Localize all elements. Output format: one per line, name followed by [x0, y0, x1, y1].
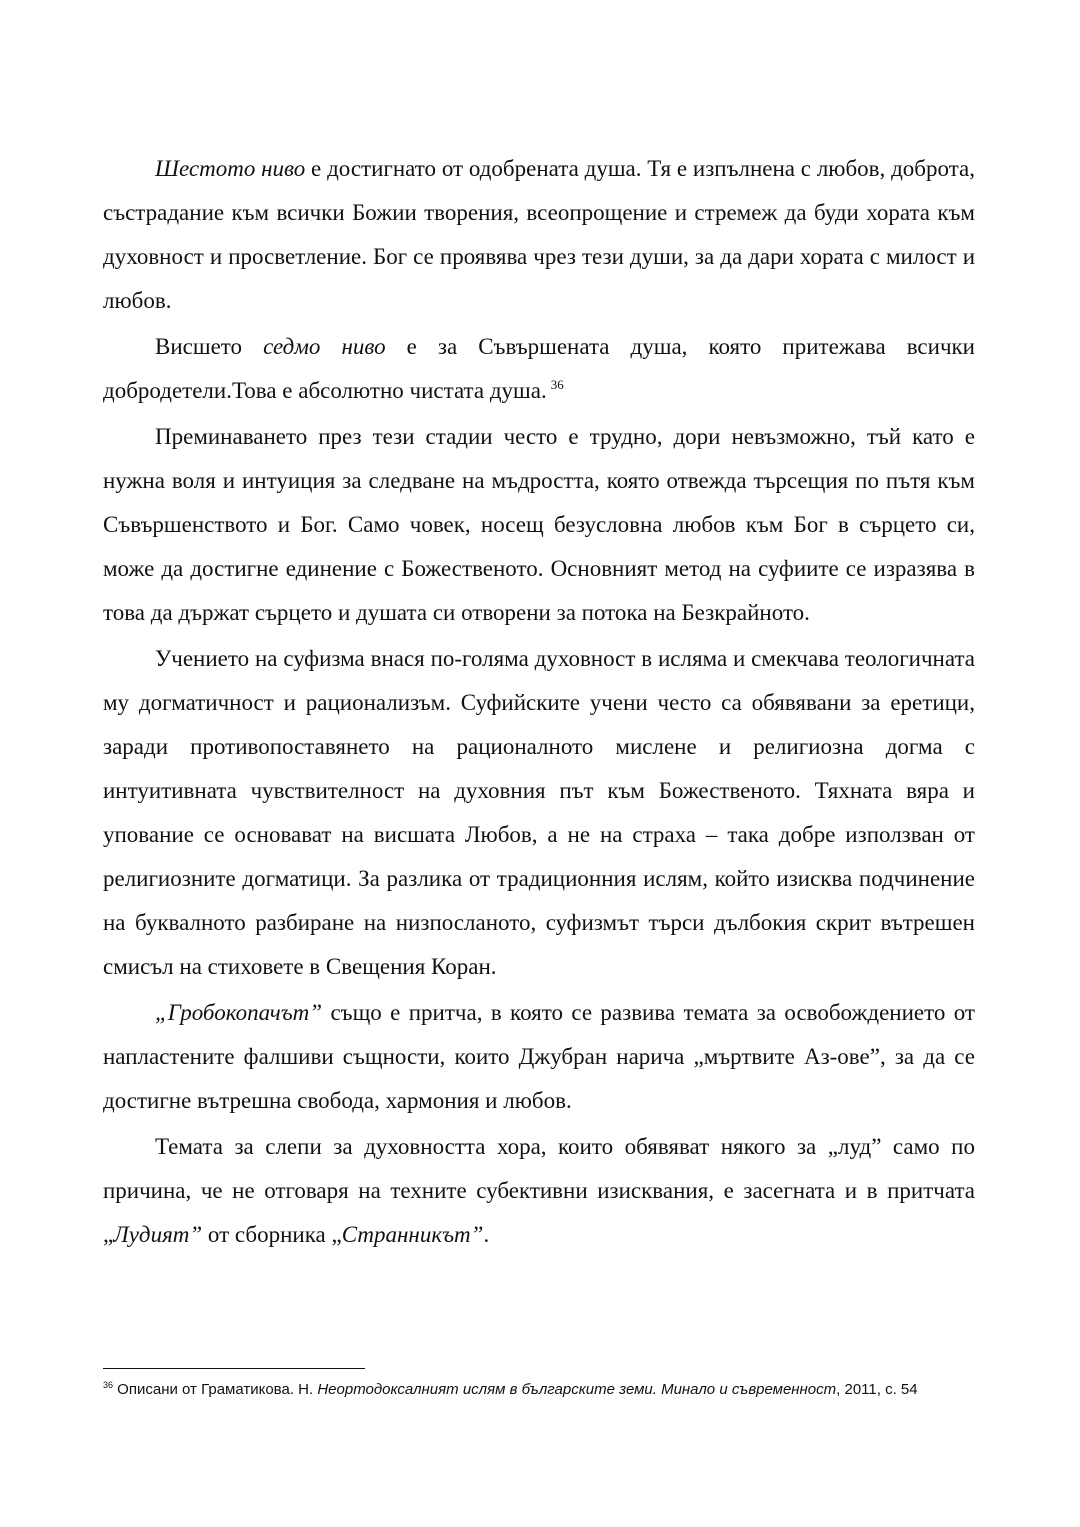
paragraph-text: Учението на суфизма внася по-голяма духовност в исляма и смекчава теологичната му догматичност и рационализъм. Суфийските учени често са обявявани за еретици, заради противопоставянето на рационалното мислене и религиозна догма с интуитивната чувствителност на духовния път към Божественото. Тяхната вяра и упование се основават на висшата Любов, а не на страха – така добре използван от религиозните догматици. За разлика от традиционния ислям, който изисква подчинение на буквалното разбиране на низпосланото, суфизмът търси дълбокия скрит вътрешен смисъл на стиховете в Свещения Коран.: [103, 646, 975, 979]
footnote-source-title: Неортодоксалният ислям в българските земи. Минало и съвременност: [317, 1381, 837, 1398]
italic-title: Лудият”: [113, 1222, 203, 1247]
italic-term: седмо ниво: [263, 334, 386, 359]
paragraph-text: .: [483, 1222, 490, 1247]
paragraph-stages: [103, 415, 975, 635]
paragraph-text: Темата за слепи за духовността хора, които обявяват някого за „луд” само по причина, че не отговаря на техните субективни изисквания, е засегната и в притчата „: [103, 1134, 975, 1247]
paragraph-text: е достигнато от одобрената душа. Тя е изпълнена с любов, доброта, състрадание към всички Божии творения, всеопрощение и стремеж да буди хората към духовност и просветление. Бог се проявява чрез тези души, за да дари хората с милост и любов.: [103, 156, 975, 313]
paragraph-text: от сборника „: [202, 1222, 342, 1247]
footnote-text: , 2011, с. 54: [836, 1381, 918, 1398]
italic-term: Шестото ниво: [155, 156, 306, 181]
italic-title: Странникът”: [341, 1222, 484, 1247]
paragraph-sufism-teaching: [103, 637, 975, 989]
paragraph-gravedigger: [103, 991, 975, 1123]
footnote: [103, 1378, 983, 1402]
paragraph-text: Преминаването през тези стадии често е трудно, дори невъзможно, тъй като е нужна воля и интуиция за следване на мъдростта, която отвежда търсещия по пътя към Съвършенството и Бог. Само човек, носещ безусловна любов към Бог в сърцето си, може да достигне единение с Божественото. Основният метод на суфиите се изразява в това да държат сърцето и душата си отворени за потока на Безкрайното.: [103, 424, 975, 625]
paragraph-madman: [103, 1125, 975, 1257]
main-text: [103, 147, 975, 1257]
footnote-reference[interactable]: 36: [550, 377, 564, 393]
paragraph-seventh-level: [103, 325, 975, 413]
italic-title: „Гробокопачът”: [155, 1000, 323, 1025]
paragraph-sixth-level: [103, 147, 975, 323]
footnote-number: 36: [103, 1380, 114, 1390]
paragraph-text: също е притча, в която се развива темата за освобождението от напластените фалшиви същности, които Джубран нарича „мъртвите Аз-ове”, за да се достигне вътрешна свобода, хармония и любов.: [103, 1000, 975, 1113]
footnote-separator: [103, 1368, 365, 1369]
paragraph-text: Висшето: [155, 334, 264, 359]
paragraph-text: е за Съвършената душа, която притежава всички добродетели.Това е абсолютно чистата душа.: [103, 334, 975, 403]
footnote-text: Описани от Граматикова. Н.: [113, 1381, 318, 1398]
